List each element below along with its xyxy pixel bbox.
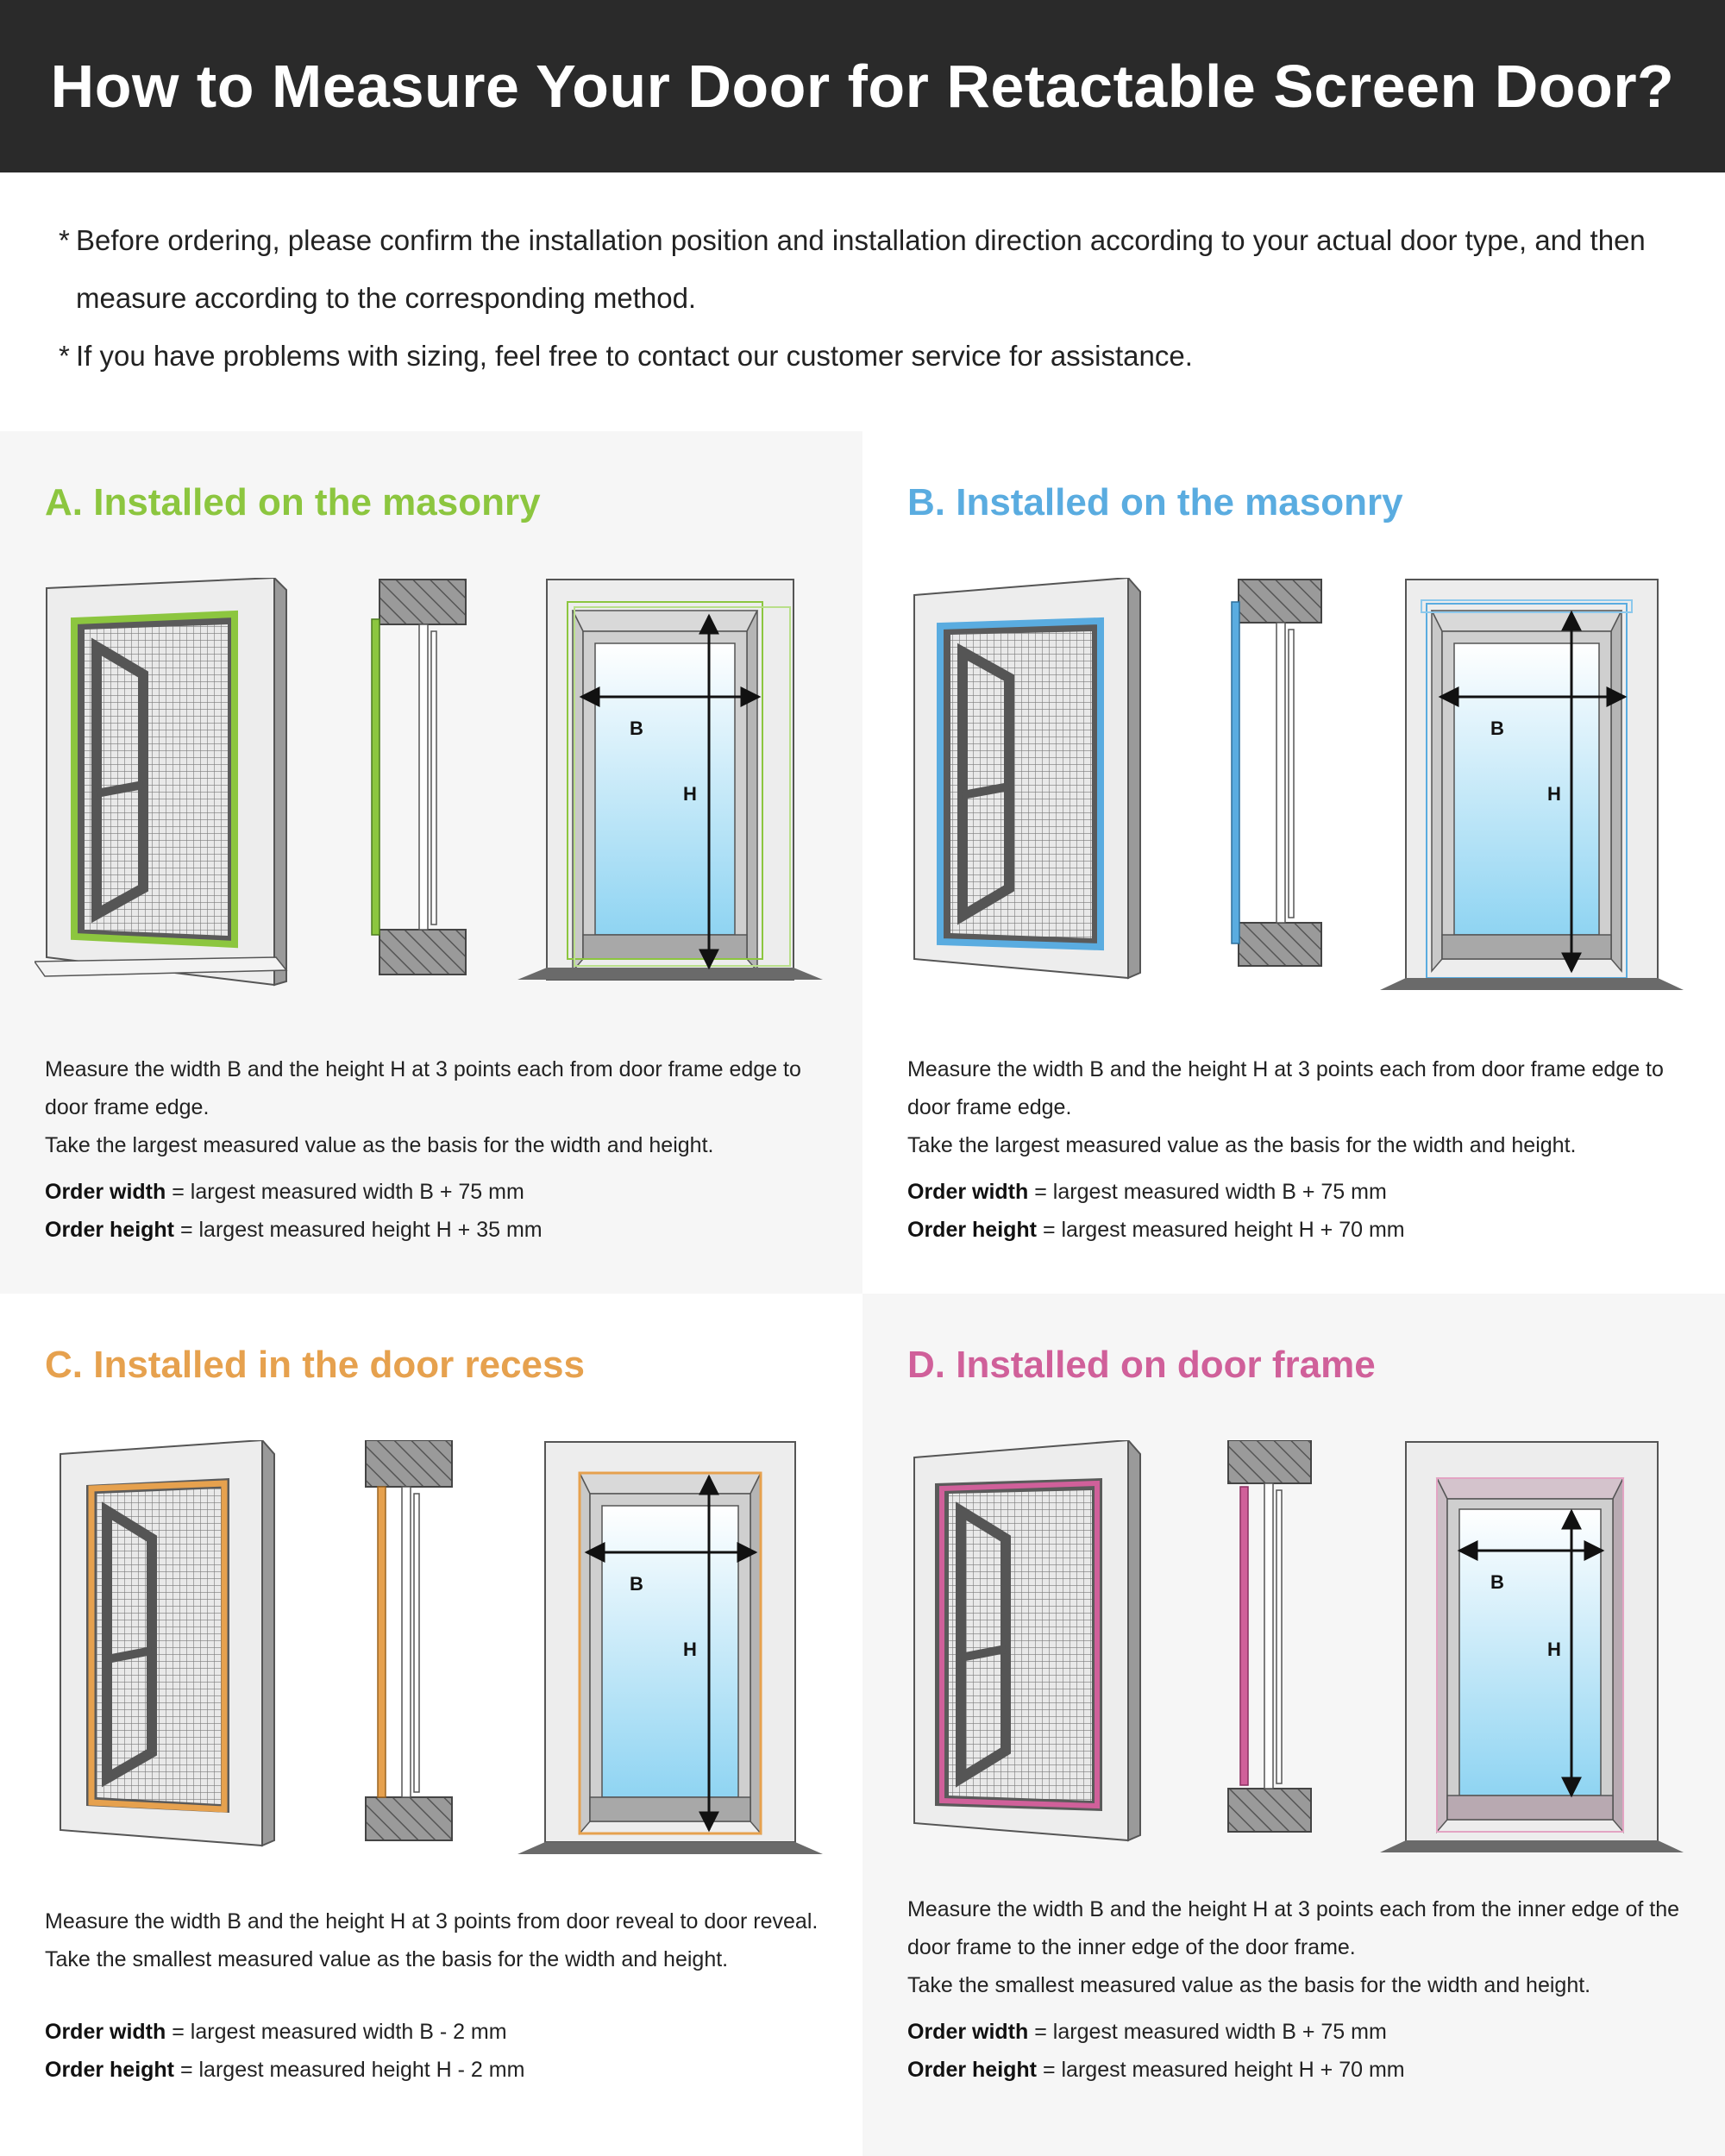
- door-diagram: [897, 1440, 1708, 1889]
- order-height-label: Order height: [907, 1218, 1038, 1242]
- measure-text: Measure the width B and the height H at 3 points each from door frame edge to door frame edge.: [907, 1057, 1664, 1119]
- order-width-formula: [907, 2013, 1701, 2051]
- order-width-label: Order width: [907, 1180, 1029, 1204]
- panel-title: B. Installed on the masonry: [907, 481, 1403, 523]
- asterisk: *: [59, 340, 70, 372]
- note-text: Before ordering, please confirm the installation position and installation direction according to your actual door type, and then measure according to the corresponding method.: [76, 224, 1646, 314]
- page-title: How to Measure Your Door for Retactable Screen Door?: [50, 53, 1675, 120]
- illustration-c: [34, 1440, 845, 1889]
- front-view: [518, 1442, 823, 1854]
- label-h: H: [1547, 783, 1561, 805]
- door-diagram: [34, 578, 845, 1026]
- order-height-value: = largest measured height H + 70 mm: [1037, 2058, 1405, 2082]
- panel-b: [862, 431, 1725, 1294]
- panel-d: [862, 1294, 1725, 2156]
- header-bar: [0, 0, 1725, 172]
- panel-description: [907, 1050, 1701, 1249]
- side-section-view: [372, 580, 466, 975]
- basis-text: Take the largest measured value as the basis for the width and height.: [45, 1133, 714, 1157]
- order-width-label: Order width: [45, 2020, 166, 2044]
- order-height-value: = largest measured height H - 2 mm: [174, 2058, 525, 2082]
- order-height-formula: [45, 2051, 838, 2089]
- order-height-label: Order height: [45, 2058, 175, 2082]
- measure-text: Measure the width B and the height H at 3 points from door reveal to door reveal.: [45, 1909, 819, 1934]
- notes-section: [59, 211, 1680, 385]
- order-width-label: Order width: [907, 2020, 1029, 2044]
- illustration-a: [34, 578, 845, 1026]
- perspective-door-view: [914, 578, 1140, 978]
- front-view: [1380, 580, 1684, 990]
- order-width-value: = largest measured width B - 2 mm: [166, 2020, 507, 2044]
- label-h: H: [683, 1639, 697, 1660]
- order-width-label: Order width: [45, 1180, 166, 1204]
- side-section-view: [1228, 1440, 1311, 1832]
- panel-description: [45, 1050, 838, 1249]
- front-view: [1380, 1442, 1684, 1852]
- asterisk: *: [59, 224, 70, 256]
- label-b: B: [1490, 718, 1504, 739]
- order-width-formula: [45, 1173, 838, 1211]
- order-width-formula: [907, 1173, 1701, 1211]
- note-item: [59, 327, 1680, 385]
- door-diagram: [34, 1440, 845, 1889]
- order-height-label: Order height: [45, 1218, 175, 1242]
- perspective-door-view: [34, 578, 286, 985]
- order-height-value: = largest measured height H + 35 mm: [174, 1218, 543, 1242]
- door-diagram: [897, 578, 1708, 1026]
- panel-description: [907, 1890, 1701, 2089]
- panel-description: [45, 1902, 838, 2089]
- order-height-formula: [907, 1211, 1701, 1249]
- order-width-formula: [45, 2013, 838, 2051]
- side-section-view: [366, 1440, 452, 1840]
- measure-text: Measure the width B and the height H at 3 points each from door frame edge to door frame edge.: [45, 1057, 801, 1119]
- side-section-view: [1232, 580, 1321, 966]
- panel-a: [0, 431, 862, 1294]
- order-height-value: = largest measured height H + 70 mm: [1037, 1218, 1405, 1242]
- order-height-formula: [45, 1211, 838, 1249]
- label-b: B: [630, 1573, 643, 1595]
- panel-title: A. Installed on the masonry: [45, 481, 541, 523]
- label-h: H: [1547, 1639, 1561, 1660]
- order-width-value: = largest measured width B + 75 mm: [166, 1180, 524, 1204]
- measure-text: Measure the width B and the height H at 3 points each from the inner edge of the door frame to the inner edge of the door frame.: [907, 1897, 1680, 1959]
- illustration-d: [897, 1440, 1708, 1889]
- basis-text: Take the smallest measured value as the basis for the width and height.: [45, 1947, 729, 1971]
- note-item: [59, 211, 1680, 327]
- panel-title: C. Installed in the door recess: [45, 1344, 585, 1386]
- note-text: If you have problems with sizing, feel free to contact our customer service for assistance.: [76, 340, 1193, 372]
- order-height-formula: [907, 2051, 1701, 2089]
- label-b: B: [1490, 1571, 1504, 1593]
- label-b: B: [630, 718, 643, 739]
- basis-text: Take the largest measured value as the basis for the width and height.: [907, 1133, 1577, 1157]
- perspective-door-view: [60, 1440, 274, 1846]
- label-h: H: [683, 783, 697, 805]
- illustration-b: [897, 578, 1708, 1026]
- panel-c: [0, 1294, 862, 2156]
- order-width-value: = largest measured width B + 75 mm: [1028, 1180, 1387, 1204]
- order-width-value: = largest measured width B + 75 mm: [1028, 2020, 1387, 2044]
- order-height-label: Order height: [907, 2058, 1038, 2082]
- panel-title: D. Installed on door frame: [907, 1344, 1376, 1386]
- basis-text: Take the smallest measured value as the basis for the width and height.: [907, 1973, 1591, 1997]
- perspective-door-view: [914, 1440, 1140, 1840]
- front-view: [518, 580, 823, 980]
